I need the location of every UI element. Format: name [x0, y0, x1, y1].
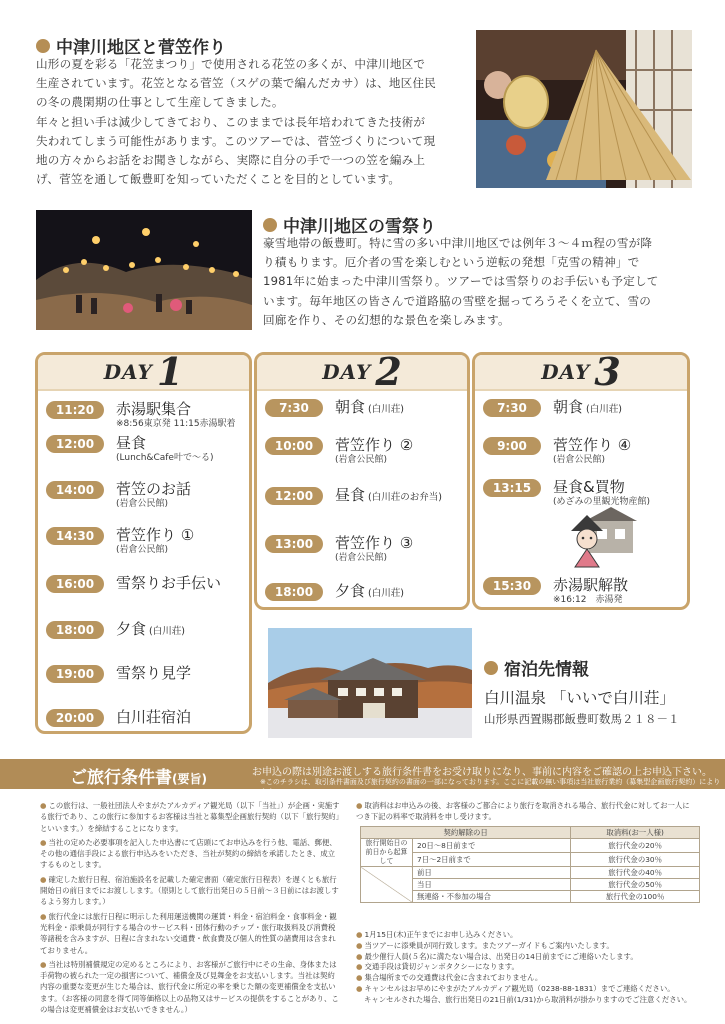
note-item: ● 1月15日(木)正午までにお申し込みください。	[356, 930, 701, 941]
activity-title: 夕食	[116, 620, 147, 638]
section-title-text: 宿泊先情報	[504, 660, 589, 680]
table-header: 取消料(お一人様)	[571, 827, 700, 839]
time-badge: 12:00	[265, 487, 323, 505]
schedule-item	[265, 581, 461, 604]
note-item: ● 交通手段は貸切ジャンボタクシーになります。	[356, 962, 701, 973]
day2-schedule	[254, 349, 470, 610]
table-cell: 旅行代金の30％	[571, 853, 700, 867]
section-title-text: 中津川地区の雪祭り	[283, 217, 436, 237]
activity-note: (めざみの里観光物産館)	[553, 497, 651, 507]
activity-title: 菅笠作り ③	[335, 534, 414, 552]
day3-schedule	[472, 349, 690, 610]
schedule-item	[46, 573, 243, 593]
cancellation-fee-table	[360, 826, 700, 903]
table-cell: 旅行代金の40％	[571, 867, 700, 879]
lodging-title	[484, 655, 589, 680]
time-badge: 13:15	[483, 479, 541, 497]
day-header	[38, 349, 249, 394]
text-line: 豪雪地帯の飯豊町。特に雪の多い中津川地区では例年３～４ｍ程の雪が降	[263, 236, 653, 250]
activity-title: 夕食	[335, 582, 366, 600]
activity-title: 昼食&買物	[553, 478, 625, 496]
schedule-item	[265, 533, 461, 564]
day-word: DAY	[541, 360, 591, 384]
activity-note: (岩倉公民館)	[335, 455, 388, 465]
text-line: の冬の農閑期の仕事として生産してきました。	[36, 95, 284, 110]
activity-place: (白川荘)	[368, 588, 404, 599]
day-word: DAY	[103, 360, 153, 384]
activity-title: 雪祭り見学	[116, 664, 192, 682]
text-line: 地の方々からお話をお聞きしながら、実際に自分の手で一つの笠を編み上	[36, 153, 426, 168]
conditions-line1: お申込の際は別途お渡しする旅行条件書をお受け取りになり、事前に内容をご確認の上お申込下さい。	[252, 767, 712, 778]
section-title-text: 中津川地区と菅笠作り	[56, 38, 226, 58]
text-line: います。毎年地区の皆さんで道路脇の雪壁を掘ってろうそくを立て、雪の	[263, 293, 652, 308]
schedule-item	[46, 707, 243, 727]
activity-note: ※8:56東京発 11:15赤湯駅着	[116, 419, 236, 429]
note-item: ● 旅行代金には旅行日程に明示した利用運送機関の運賃・料金・宿泊料金・食事料金・観光料金・添乗員が同行する場合のサービス料・団体行動のチップ・旅行取扱料及び消費税等諸税を含みますが、日程に含まれない交通費・飲食費及び個人的性質の諸費用は含まれておりません。	[40, 911, 342, 956]
table-row	[361, 867, 700, 879]
activity-title: 赤湯駅解散	[553, 576, 629, 594]
table-cell: 旅行代金の100％	[571, 891, 700, 903]
activity-title: 赤湯駅集合	[116, 400, 192, 418]
activity-title: 昼食	[116, 434, 147, 452]
day-number: 2	[375, 349, 402, 394]
table-cell: 旅行開始日の前日から起算して	[361, 839, 413, 867]
text-line: 年々と担い手は減少してきており、このままでは長年培われてきた技術が	[36, 114, 426, 129]
table-cell: 前日	[413, 867, 571, 879]
table-header-row	[361, 827, 700, 839]
text-line: り積もります。厄介者の雪を楽しむという逆転の発想「克雪の精神」で	[263, 255, 640, 270]
schedule-item	[46, 619, 243, 642]
time-badge: 14:30	[46, 527, 104, 545]
text-line: 失われてしまう可能性があります。このツアーでは、菅笠づくりについて現	[36, 133, 436, 148]
time-badge: 14:00	[46, 481, 104, 499]
schedule-item	[483, 397, 681, 420]
day-number: 1	[156, 349, 184, 394]
table-cell-empty	[361, 867, 413, 903]
conditions-title-suffix: (要旨)	[172, 772, 207, 786]
time-badge: 20:00	[46, 709, 104, 727]
activity-title: 菅笠作り ②	[335, 436, 414, 454]
note-item: ● 取消料はお申込みの後、お客様のご都合により旅行を取消される場合、旅行代金に対してお一人につき下記の料率で取消料を申し受けます。	[356, 800, 696, 823]
lodging-address: 山形県西置賜郡飯豊町数馬２１８－１	[484, 712, 680, 726]
activity-title: 雪祭りお手伝い	[116, 574, 222, 592]
lodging-name: 白川温泉 「いいで白川荘」	[484, 689, 675, 707]
activity-title: 菅笠作り ④	[553, 436, 632, 454]
lodging-photo	[268, 628, 472, 738]
schedule-item	[483, 435, 681, 466]
schedule-item	[46, 663, 243, 683]
text-line: 回廊を作り、その幻想的な景色を楽しみます。	[263, 312, 510, 327]
cancellation-intro	[356, 800, 696, 826]
note-item: ● 確定した旅行日程、宿泊施設名を記載した確定書面（確定旅行日程表）を遅くとも旅行開始日の前日までにお渡しします。（原則として旅行出発日の５日前～３日前にはお渡しするよう努力します。）	[40, 874, 342, 908]
text-line: 山形の夏を彩る「花笠まつり」で使用される花笠の多くが、中津川地区で	[36, 57, 426, 71]
activity-title: 朝食	[335, 398, 366, 416]
time-badge: 16:00	[46, 575, 104, 593]
day-header	[257, 349, 467, 394]
time-badge: 15:30	[483, 577, 541, 595]
text-line: 生産されています。花笠となる菅笠（スゲの葉で編んだカサ）は、地区住民	[36, 76, 437, 91]
schedule-item	[483, 575, 681, 606]
activity-note: (岩倉公民館)	[335, 553, 388, 563]
section-text-sugegasa	[36, 55, 476, 189]
hat-making-photo	[476, 30, 692, 188]
table-cell: 20日～8日前まで	[413, 839, 571, 853]
section-text-snow-festival	[263, 234, 703, 330]
text-line: げ、菅笠を通して飯豊町を知っていただくことを目的としています。	[36, 172, 401, 187]
activity-note: (Lunch&Cafe叶で～る)	[116, 453, 214, 463]
bullet-dot-icon	[36, 39, 50, 53]
conditions-title-text: ご旅行条件書	[70, 768, 172, 788]
time-badge: 18:00	[265, 583, 323, 601]
note-item: ● 当社の定めた必要事項を記入した申込書にて店頭にてお申込みを行う他、電話、郵便、その他の通信手段による旅行申込みをいただき、当社が契約の締結を承諾したとき、成立するものとします。	[40, 837, 342, 871]
time-badge: 19:00	[46, 665, 104, 683]
table-cell: 7日～2日前まで	[413, 853, 571, 867]
activity-place: (白川荘)	[368, 404, 404, 415]
table-cell: 旅行代金の50％	[571, 879, 700, 891]
schedule-item	[265, 397, 461, 420]
activity-note: (岩倉公民館)	[116, 545, 169, 555]
travel-conditions-bar	[0, 759, 725, 796]
mascot-illustration	[567, 505, 637, 569]
conditions-title	[70, 763, 207, 788]
activity-place: (白川荘)	[149, 626, 185, 637]
text-line: 1981年に始まった中津川雪祭り。ツアーでは雪祭りのお手伝いも予定して	[263, 274, 659, 289]
day-word: DAY	[322, 360, 372, 384]
activity-note: ※16:12 赤湯発	[553, 595, 623, 605]
note-item: ● 当社は特別補償規定の定めるところにより、お客様がご旅行中にその生命、身体または手荷物の被られた一定の損害について、補償金及び見舞金をお支払いします。当社は契約内容の重要な変更が生じた場合は、旅行代金に所定の率を乗じた額の変更補償金を支払います。（お客様の同意を得て同等価格以上の品物又はサービスの提供をすることがあり、この場合は変更補償金はお支払いできません。）	[40, 959, 342, 1015]
time-badge: 13:00	[265, 535, 323, 553]
schedule-item	[483, 477, 681, 508]
note-item: ● キャンセルはお早めにやまがたアルカディア観光局（0238-88-1831）までご連絡ください。	[356, 984, 701, 995]
table-cell: 当日	[413, 879, 571, 891]
day-header	[475, 349, 687, 394]
time-badge: 9:00	[483, 437, 541, 455]
time-badge: 7:30	[483, 399, 541, 417]
activity-title: 菅笠作り ①	[116, 526, 195, 544]
schedule-item	[265, 435, 461, 466]
activity-title: 朝食	[553, 398, 584, 416]
note-item: キャンセルされた場合、旅行出発日の21日前(1/31)から取消料が掛かりますのでご注意ください。	[364, 994, 692, 1004]
note-item: ● 当ツアーに添乗員が同行致します。またツアーガイドもご案内いたします。	[356, 941, 701, 952]
conditions-left-notes	[40, 800, 342, 1018]
time-badge: 12:00	[46, 435, 104, 453]
schedule-item	[46, 433, 243, 464]
conditions-line2: ※このチラシは、取引条件書面及び旅行契約の書面の一部になっております。ここに記載の無い事項は当社旅行業約（募集型企画旅行契約）によります。	[260, 778, 721, 796]
note-item: ● 最少催行人員(５名)に満たない場合は、出発日の14日前までにご連絡いたします。	[356, 952, 701, 963]
note-item: ● 集合場所までの交通費は代金に含まれておりません。	[356, 973, 701, 984]
activity-place: (白川荘のお弁当)	[368, 492, 442, 503]
table-header: 契約解除の日	[361, 827, 571, 839]
day-number: 3	[594, 349, 621, 394]
activity-title: 白川荘宿泊	[116, 708, 192, 726]
schedule-item	[46, 525, 243, 556]
time-badge: 10:00	[265, 437, 323, 455]
schedule-item	[46, 479, 243, 510]
time-badge: 18:00	[46, 621, 104, 639]
bullet-dot-icon	[263, 218, 277, 232]
snow-festival-photo	[36, 210, 252, 330]
day1-schedule	[35, 349, 252, 734]
activity-note: (岩倉公民館)	[553, 455, 606, 465]
activity-note: (岩倉公民館)	[116, 499, 169, 509]
bullet-dot-icon	[484, 661, 498, 675]
table-cell: 旅行代金の20％	[571, 839, 700, 853]
activity-title: 昼食	[335, 486, 366, 504]
table-row	[361, 839, 700, 853]
time-badge: 11:20	[46, 401, 104, 419]
schedule-item	[46, 399, 243, 430]
note-item: ● この旅行は、一般社団法人やまがたアルカディア観光局（以下「当社」）が企画・実施する旅行であり、この旅行に参加するお客様は当社と募集型企画旅行契約（以下「旅行契約」といいます。）を締結することになります。	[40, 800, 342, 834]
table-cell: 無連絡・不参加の場合	[413, 891, 571, 903]
conditions-right-notes	[356, 930, 701, 1009]
activity-place: (白川荘)	[586, 404, 622, 415]
schedule-item	[265, 485, 461, 508]
activity-title: 菅笠のお話	[116, 480, 192, 498]
time-badge: 7:30	[265, 399, 323, 417]
